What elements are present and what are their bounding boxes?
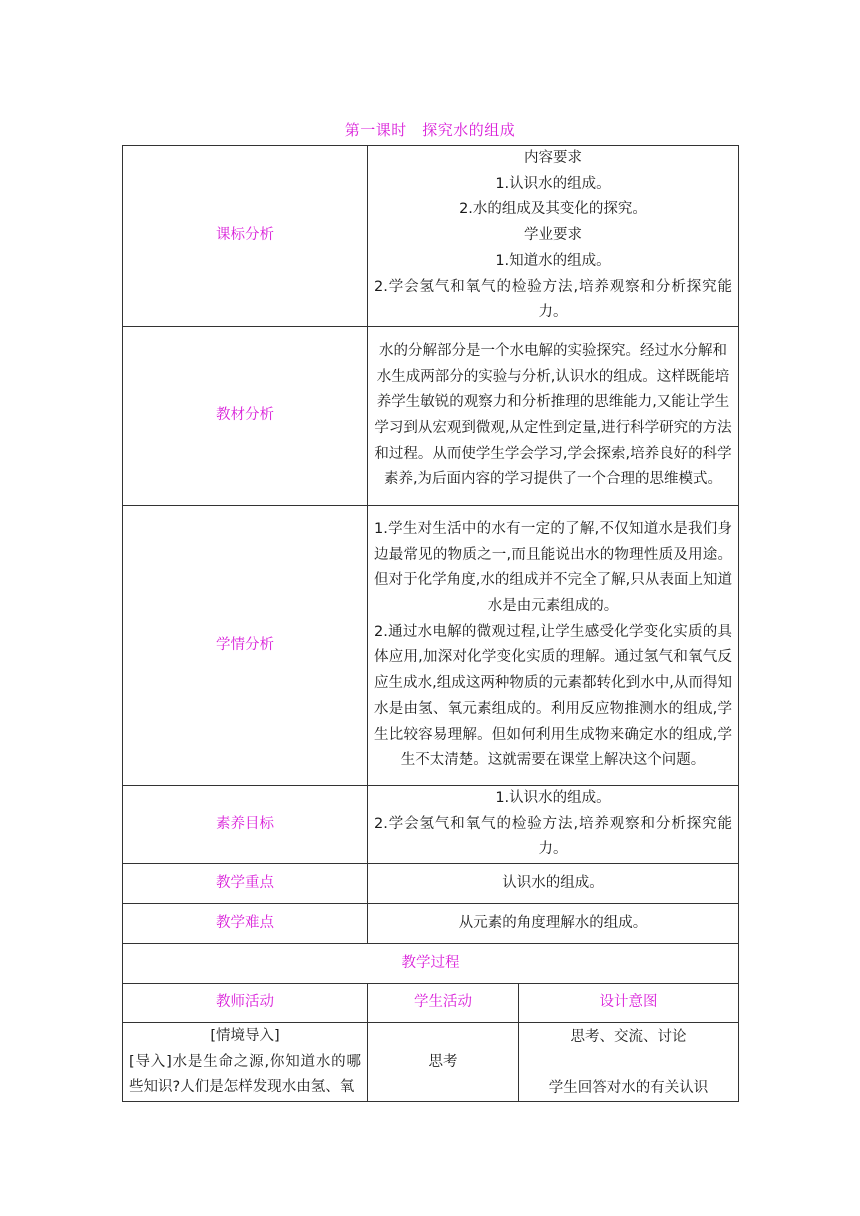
teacher-activity-tag: [情境导入]: [210, 1028, 280, 1045]
row-label-kebiao: 课标分析: [123, 146, 368, 327]
row-zhongdian: [123, 864, 739, 904]
column-header-design: 设计意图: [519, 984, 739, 1023]
xueqing-paragraph-2: 2.通过水电解的微观过程,让学生感受化学变化实质的具体应用,加深对化学变化实质的理解。通过氢气和氧气反应生成水,组成这两种物质的元素都转化到水中,从而得知水是由氢、氧元素组成的。利用反应物推测水的组成,学生比较容易理解。但如何利用生成物来确定水的组成,学生不太清楚。这就需要在课堂上解决这个问题。: [374, 623, 733, 769]
academic-requirement-heading: 学业要求: [524, 227, 582, 244]
row-label-nandian: 教学难点: [123, 904, 368, 944]
row-content-nandian: 从元素的角度理解水的组成。: [368, 904, 739, 944]
lesson-plan-table: [122, 145, 739, 1102]
row-content-zhongdian: 认识水的组成。: [368, 864, 739, 904]
content-requirement-heading: 内容要求: [524, 150, 582, 166]
row-content-xueqing: [368, 505, 739, 785]
row-nandian: [123, 904, 739, 944]
process-heading: 教学过程: [123, 944, 739, 984]
design-intent-cell: [519, 1023, 739, 1102]
content-item-1: 1.认识水的组成。: [495, 175, 611, 192]
design-intent-line-2: 学生回答对水的有关认识: [548, 1079, 709, 1096]
row-content-suyang: [368, 785, 739, 863]
academic-item-1: 1.知道水的组成。: [495, 252, 611, 269]
row-content-kebiao: [368, 146, 739, 327]
row-suyang: [123, 785, 739, 863]
column-header-student: 学生活动: [368, 984, 519, 1023]
row-label-zhongdian: 教学重点: [123, 864, 368, 904]
column-header-teacher: 教师活动: [123, 984, 368, 1023]
row-process-intro: [123, 1023, 739, 1102]
teacher-activity-cell: [123, 1023, 368, 1102]
teacher-activity-text: [导入]水是生命之源,你知道水的哪些知识?人们是怎样发现水由氢、氧: [129, 1053, 361, 1096]
page-title: 第一课时 探究水的组成: [344, 121, 516, 139]
row-jiaocai: [123, 326, 739, 505]
content-item-2: 2.水的组成及其变化的探究。: [459, 201, 647, 218]
row-label-jiaocai: 教材分析: [123, 326, 368, 505]
suyang-item-1: 1.认识水的组成。: [495, 789, 611, 806]
suyang-item-2: 2.学会氢气和氧气的检验方法,培养观察和分析探究能力。: [374, 815, 733, 858]
design-intent-line-1: 思考、交流、讨论: [570, 1029, 687, 1046]
row-process-heading: [123, 944, 739, 984]
xueqing-paragraph-1: 1.学生对生活中的水有一定的了解,不仅知道水是我们身边最常见的物质之一,而且能说出水的物理性质及用途。但对于化学角度,水的组成并不完全了解,只从表面上知道水是由元素组成的。: [374, 520, 733, 615]
row-kebiao: [123, 146, 739, 327]
academic-item-2: 2.学会氢气和氧气的检验方法,培养观察和分析探究能力。: [374, 278, 733, 321]
row-xueqing: [123, 505, 739, 785]
row-content-jiaocai: 水的分解部分是一个水电解的实验探究。经过水分解和水生成两部分的实验与分析,认识水的组成。这样既能培养学生敏锐的观察力和分析推理的思维能力,又能让学生学习到从宏观到微观,从定性到定量,进行科学研究的方法和过程。从而使学生学会学习,学会探索,培养良好的科学素养,为后面内容的学习提供了一个合理的思维模式。: [368, 326, 739, 505]
student-activity-cell: 思考: [368, 1023, 519, 1102]
row-label-xueqing: 学情分析: [123, 505, 368, 785]
row-label-suyang: 素养目标: [123, 785, 368, 863]
row-process-columns: [123, 984, 739, 1023]
